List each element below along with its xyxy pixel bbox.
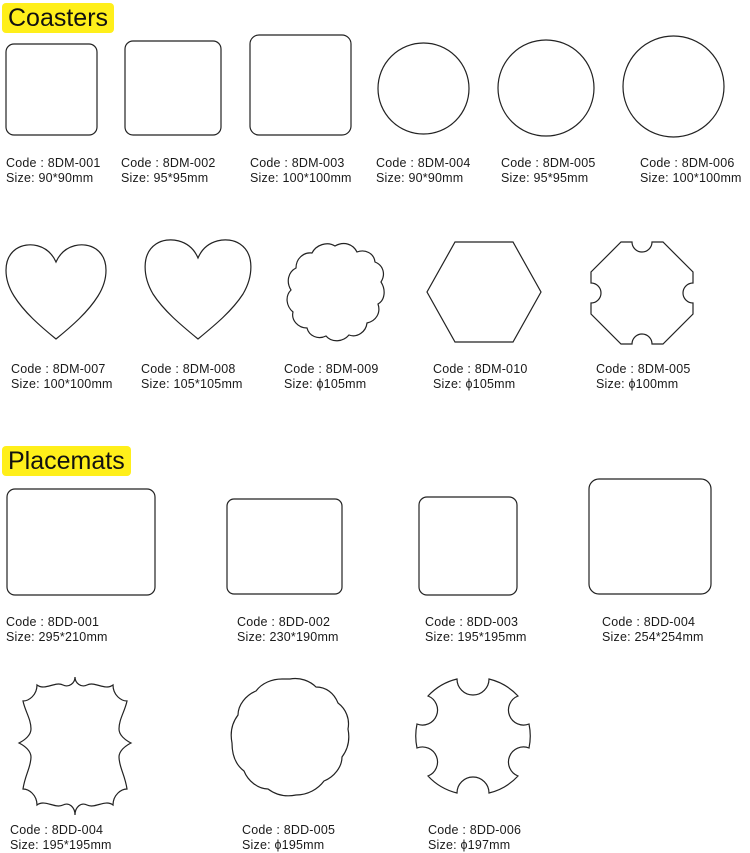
- product-code: Code : 8DM-010: [433, 362, 528, 376]
- product-size: Size: 254*254mm: [602, 630, 704, 644]
- coaster-8dm-007-shape: [4, 240, 108, 342]
- coaster-8dm-010-shape: [425, 240, 543, 344]
- coaster-8dm-009-caption: [284, 362, 379, 392]
- placemat-8dd-004-caption: [602, 615, 704, 645]
- coaster-8dm-009-shape: [283, 240, 387, 344]
- product-code: Code : 8DM-002: [121, 156, 216, 170]
- placemat-8dd-002-caption: [237, 615, 339, 645]
- product-size: Size: ϕ100mm: [596, 377, 679, 391]
- product-size: Size: 90*90mm: [376, 171, 464, 185]
- placemat-8dd-001-caption: [6, 615, 108, 645]
- coaster-8dm-003-shape: [249, 34, 352, 136]
- product-size: Size: 195*195mm: [10, 838, 112, 852]
- product-size: Size: ϕ195mm: [242, 838, 325, 852]
- product-size: Size: 95*95mm: [501, 171, 589, 185]
- coaster-8dm-006-shape: [622, 35, 725, 138]
- product-size: Size: 105*105mm: [141, 377, 243, 391]
- product-size: Size: 195*195mm: [425, 630, 527, 644]
- product-code: Code : 8DM-008: [141, 362, 236, 376]
- placemat-8dd-006-shape: [412, 675, 534, 797]
- product-code: Code : 8DD-005: [242, 823, 336, 837]
- coaster-8dm-008-shape: [143, 235, 253, 342]
- product-code: Code : 8DD-004: [602, 615, 696, 629]
- product-code: Code : 8DD-004: [10, 823, 104, 837]
- product-code: Code : 8DD-002: [237, 615, 331, 629]
- coaster-8dm-006-caption: [640, 156, 742, 186]
- coaster-8dm-005b-shape: [589, 240, 695, 346]
- product-size: Size: 230*190mm: [237, 630, 339, 644]
- product-size: Size: 295*210mm: [6, 630, 108, 644]
- product-code: Code : 8DM-003: [250, 156, 345, 170]
- placemat-8dd-006-caption: [428, 823, 521, 853]
- coaster-8dm-005-caption: [501, 156, 596, 186]
- product-size: Size: ϕ105mm: [433, 377, 516, 391]
- product-size: Size: ϕ105mm: [284, 377, 367, 391]
- product-size: Size: 100*100mm: [250, 171, 352, 185]
- coaster-8dm-008-caption: [141, 362, 243, 392]
- coaster-8dm-004-shape: [377, 42, 470, 135]
- product-size: Size: 100*100mm: [640, 171, 742, 185]
- product-code: Code : 8DD-006: [428, 823, 522, 837]
- product-code: Code : 8DM-009: [284, 362, 379, 376]
- product-code: Code : 8DM-001: [6, 156, 101, 170]
- product-code: Code : 8DM-005: [596, 362, 691, 376]
- product-code: Code : 8DM-007: [11, 362, 106, 376]
- product-code: Code : 8DM-004: [376, 156, 471, 170]
- coaster-8dm-010-caption: [433, 362, 528, 392]
- coaster-8dm-005-shape: [497, 39, 595, 137]
- placemat-8dd-004b-caption: [10, 823, 112, 853]
- placemat-8dd-003-caption: [425, 615, 527, 645]
- placemat-8dd-004b-shape: [15, 675, 135, 817]
- product-size: Size: 90*90mm: [6, 171, 94, 185]
- placemat-8dd-005-caption: [242, 823, 335, 853]
- placemat-8dd-001-shape: [6, 488, 156, 596]
- placemat-8dd-004-shape: [588, 478, 712, 595]
- coaster-8dm-005b-caption: [596, 362, 691, 392]
- coaster-8dm-007-caption: [11, 362, 113, 392]
- coaster-8dm-002-caption: [121, 156, 216, 186]
- placemat-8dd-003-shape: [418, 496, 518, 596]
- coasters-heading: Coasters: [2, 3, 114, 33]
- coaster-8dm-002-shape: [124, 40, 222, 136]
- product-code: Code : 8DD-001: [6, 615, 100, 629]
- placemats-heading: Placemats: [2, 446, 131, 476]
- product-size: Size: 100*100mm: [11, 377, 113, 391]
- coaster-8dm-004-caption: [376, 156, 471, 186]
- coaster-8dm-003-caption: [250, 156, 352, 186]
- product-size: Size: 95*95mm: [121, 171, 209, 185]
- product-code: Code : 8DM-005: [501, 156, 596, 170]
- product-size: Size: ϕ197mm: [428, 838, 511, 852]
- coaster-8dm-001-caption: [6, 156, 101, 186]
- coaster-8dm-001-shape: [5, 43, 98, 136]
- product-code: Code : 8DD-003: [425, 615, 519, 629]
- placemat-8dd-002-shape: [226, 498, 343, 595]
- product-code: Code : 8DM-006: [640, 156, 735, 170]
- placemat-8dd-005-shape: [230, 677, 350, 797]
